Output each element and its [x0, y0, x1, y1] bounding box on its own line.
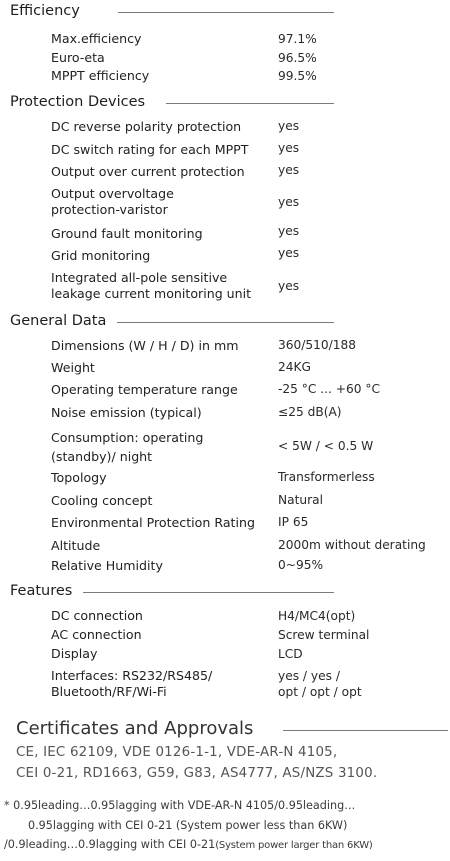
spec-label: Altitude	[51, 538, 101, 553]
spec-value: ≤25 dB(A)	[278, 405, 342, 419]
spec-label: Integrated all-pole sensitive leakage current monitoring unit	[51, 270, 252, 301]
spec-value: 2000m without derating	[278, 538, 426, 552]
spec-label: Interfaces: RS232/RS485/ Bluetooth/RF/Wi-Fi	[51, 668, 213, 699]
spec-label: Grid monitoring	[51, 248, 151, 263]
spec-value: 96.5%	[278, 51, 317, 65]
spec-label: MPPT efficiency	[51, 68, 150, 83]
spec-value: H4/MC4(opt)	[278, 609, 356, 623]
spec-value: 99.5%	[278, 69, 317, 83]
footnote-text: /0.9leading…0.9lagging with CEI 0-21	[4, 838, 216, 851]
spec-value: yes	[278, 279, 300, 293]
spec-label: Topology	[51, 470, 107, 485]
spec-label: Consumption: operating (standby)/ night	[51, 430, 204, 464]
spec-label: Ground fault monitoring	[51, 226, 203, 241]
spec-value: yes	[278, 141, 300, 155]
spec-label: Dimensions (W / H / D) in mm	[51, 338, 239, 353]
spec-label: Noise emission (typical)	[51, 405, 202, 420]
spec-value: yes	[278, 224, 300, 238]
spec-value: 360/510/188	[278, 338, 356, 352]
section-divider	[83, 592, 334, 593]
spec-label: DC switch rating for each MPPT	[51, 142, 249, 157]
spec-value: IP 65	[278, 515, 309, 529]
section-title-general-data: General Data	[10, 313, 107, 329]
spec-label: Relative Humidity	[51, 558, 163, 573]
spec-value: 97.1%	[278, 32, 317, 46]
spec-label: Display	[51, 646, 98, 661]
spec-label: AC connection	[51, 627, 142, 642]
spec-value: Transformerless	[278, 470, 375, 484]
spec-label: DC connection	[51, 608, 143, 623]
footnote-text-small: (System power larger than 6KW)	[215, 840, 373, 851]
spec-label: DC reverse polarity protection	[51, 119, 242, 134]
section-title-protection: Protection Devices	[10, 94, 146, 110]
section-divider	[117, 322, 334, 323]
spec-label: Output overvoltage protection-varistor	[51, 186, 174, 217]
section-divider	[118, 12, 334, 13]
spec-label: Weight	[51, 360, 95, 375]
spec-value: 24KG	[278, 360, 311, 374]
spec-value: yes	[278, 246, 300, 260]
spec-value: yes	[278, 119, 300, 133]
spec-label: Output over current protection	[51, 164, 245, 179]
spec-value: yes / yes / opt / opt / opt	[278, 669, 362, 699]
footnote-line	[4, 838, 373, 851]
certificates-line: CEI 0-21, RD1663, G59, G83, AS4777, AS/NZS 3100.	[16, 766, 378, 781]
spec-label: Environmental Protection Rating	[51, 515, 255, 530]
section-divider	[283, 730, 448, 731]
spec-value: -25 °C ... +60 °C	[278, 382, 380, 396]
spec-value: Screw terminal	[278, 628, 370, 642]
spec-label: Cooling concept	[51, 493, 153, 508]
footnote-line: * 0.95leading…0.95lagging with VDE-AR-N 4105/0.95leading…	[4, 799, 356, 812]
spec-value: yes	[278, 195, 300, 209]
spec-value: 0~95%	[278, 558, 324, 572]
spec-value: yes	[278, 163, 300, 177]
footnote-line: 0.95lagging with CEI 0-21 (System power less than 6KW)	[28, 819, 348, 832]
spec-label: Max.efficiency	[51, 31, 142, 46]
spec-value: LCD	[278, 647, 303, 661]
spec-value: < 5W / < 0.5 W	[278, 439, 374, 453]
section-title-features: Features	[10, 583, 73, 599]
spec-value: Natural	[278, 493, 323, 507]
certificates-line: CE, IEC 62109, VDE 0126-1-1, VDE-AR-N 4105,	[16, 745, 338, 760]
section-title-efficiency: Efficiency	[10, 3, 80, 19]
certificates-title: Certificates and Approvals	[16, 718, 254, 739]
section-divider	[166, 103, 334, 104]
spec-label: Operating temperature range	[51, 382, 238, 397]
spec-label: Euro-eta	[51, 50, 105, 65]
